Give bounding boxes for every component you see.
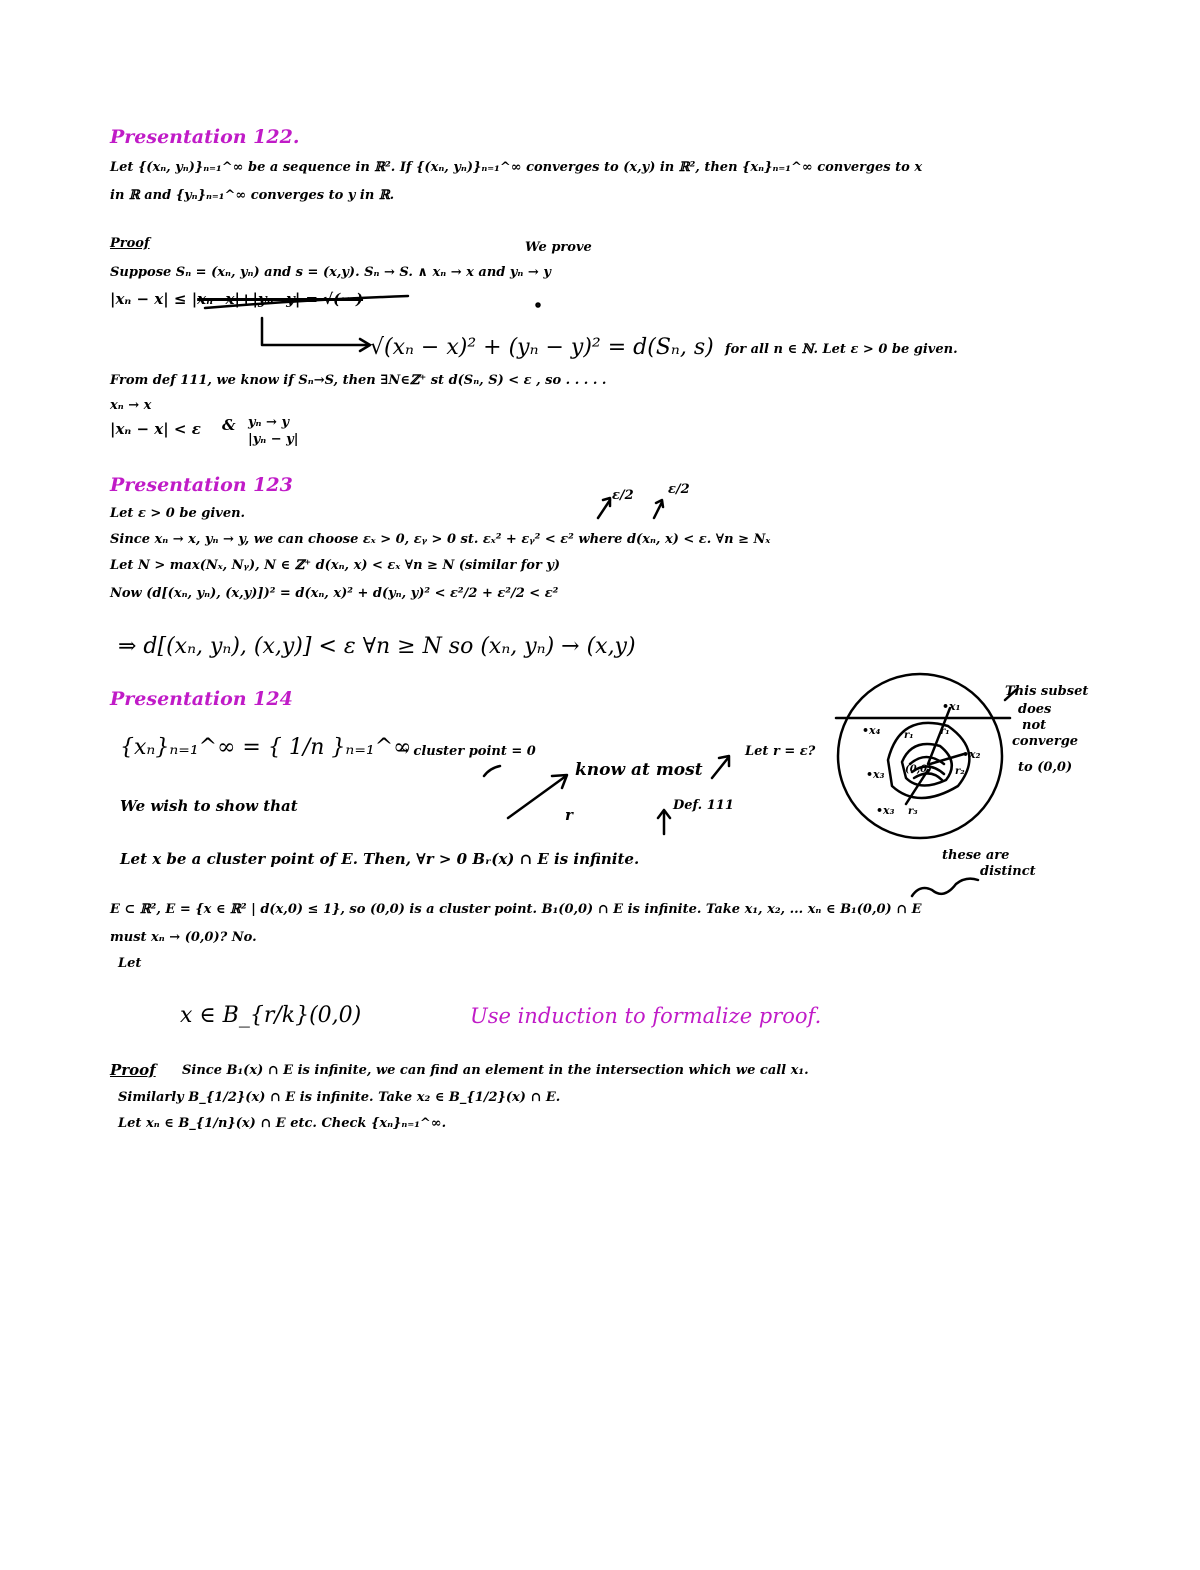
diagram-label-x4: •x₄ <box>862 724 881 737</box>
p122-yn-to-y: yₙ → y <box>248 415 290 430</box>
diagram-label-r1a: r₁ <box>904 730 914 741</box>
distinct-note: distinct <box>980 864 1036 879</box>
eps-arrow-a <box>598 500 610 518</box>
p122-abs-struck: xₙ−x|+|yₙ−y| = √(···) <box>197 290 364 308</box>
p124-line-must: must xₙ → (0,0)? No. <box>110 930 257 945</box>
diagram-label-origin: (0,0) <box>905 764 932 775</box>
subset-note-5: to (0,0) <box>1018 760 1073 775</box>
p124-r-label: r <box>565 806 573 824</box>
p124-cluster: → cluster point = 0 <box>398 744 536 759</box>
p123-frac-eps2-b: ε/2 <box>668 482 690 497</box>
p124-we-wish: We wish to show that <box>120 797 298 815</box>
diagram-label-x2: •x₂ <box>962 748 981 761</box>
p124-proof-line2: Similarly B_{1/2}(x) ∩ E is infinite. Take x₂ ∈ B_{1/2}(x) ∩ E. <box>118 1090 561 1105</box>
p122-statement-line2: in ℝ and {yₙ}ₙ₌₁^∞ converges to y in ℝ. <box>110 188 395 203</box>
p122-abs-lt: |xₙ − x| < ε <box>110 420 201 438</box>
presentation-122-title: Presentation 122. <box>110 126 300 148</box>
radius-line-x1 <box>928 708 950 764</box>
these-are-note: these are <box>942 848 1010 863</box>
subset-note-1: This subset <box>1005 684 1089 699</box>
p122-xn-to-x: xₙ → x <box>110 398 152 413</box>
presentation-124-title: Presentation 124 <box>110 688 293 710</box>
p124-proof-line1: Since B₁(x) ∩ E is infinite, we can find an element in the intersection which we call x₁. <box>182 1063 809 1078</box>
arrow-to-know <box>508 776 566 818</box>
bracket-arrow <box>262 318 368 345</box>
p122-and: & <box>222 416 236 434</box>
p124-let-r: Let r = ε? <box>745 744 816 759</box>
ink-dot <box>537 304 540 307</box>
diagram-label-r2: r₂ <box>955 766 965 777</box>
diagram-label-x3a: •x₃ <box>866 768 885 781</box>
p123-line-since: Since xₙ → x, yₙ → y, we can choose εₓ > 0, εᵧ > 0 st. εₓ² + εᵧ² < ε² where d(xₙ, x) < ε. ∀n ≥ Nₓ <box>110 532 771 547</box>
p122-statement-line1: Let {(xₙ, yₙ)}ₙ₌₁^∞ be a sequence in ℝ². If {(xₙ, yₙ)}ₙ₌₁^∞ converges to (x,y) in ℝ², then {xₙ}ₙ₌₁^∞ converges to x <box>110 160 923 175</box>
diagram-label-r1b: r₁ <box>940 726 950 737</box>
p122-proof-label: Proof <box>110 236 150 251</box>
p124-line-e-subset: E ⊂ ℝ², E = {x ∈ ℝ² | d(x,0) ≤ 1}, so (0,0) is a cluster point. B₁(0,0) ∩ E is infinite. Take x₁, x₂, ... xₙ ∈ B₁(0,0) ∩ E <box>110 902 922 917</box>
subset-arrow <box>1005 690 1016 700</box>
eps-arrow-b <box>654 502 662 518</box>
p124-seq-line: {xₙ}ₙ₌₁^∞ = { 1/n }ₙ₌₁^∞ <box>120 735 412 760</box>
p122-line-sqrt-tail: for all n ∈ ℕ. Let ε > 0 be given. <box>725 342 958 357</box>
strike-scribble <box>205 296 408 308</box>
p124-line-let: Let <box>118 956 142 971</box>
p124-proof-label: Proof <box>110 1061 156 1079</box>
p124-proof-line3: Let xₙ ∈ B_{1/n}(x) ∩ E etc. Check {xₙ}ₙ₌₁^∞. <box>118 1116 447 1131</box>
p122-note-we-prove: We prove <box>525 240 592 255</box>
p122-line-suppose: Suppose Sₙ = (xₙ, yₙ) and s = (x,y). Sₙ → S. ∧ xₙ → x and yₙ → y <box>110 265 551 280</box>
p124-def111: Def. 111 <box>673 798 734 813</box>
p123-frac-eps2-a: ε/2 <box>612 488 634 503</box>
p123-line-let-n: Let N > max(Nₓ, Nᵧ), N ∈ ℤ⁺ d(xₙ, x) < εₓ ∀n ≥ N (similar for y) <box>110 558 561 573</box>
p124-x-in-ball: x ∈ B_{r/k}(0,0) <box>180 1003 362 1028</box>
p123-line-conclusion: ⇒ d[(xₙ, yₙ), (x,y)] < ε ∀n ≥ N so (xₙ, yₙ) → (x,y) <box>118 634 636 659</box>
diagram-label-r3: r₃ <box>908 806 918 817</box>
p122-line-from-def: From def 111, we know if Sₙ→S, then ∃N∈ℤ⁺ st d(Sₙ, S) < ε , so . . . . . <box>110 373 607 388</box>
p124-use-induction: Use induction to formalize proof. <box>470 1004 822 1028</box>
distinct-brace <box>912 879 978 896</box>
arrow-to-let-r <box>712 758 728 778</box>
p124-let-x-cluster: Let x be a cluster point of E. Then, ∀r > 0 Bᵣ(x) ∩ E is infinite. <box>120 850 640 868</box>
p123-line-now: Now (d[(xₙ, yₙ), (x,y)])² = d(xₙ, x)² + d(yₙ, y)² < ε²/2 + ε²/2 < ε² <box>110 586 559 601</box>
subset-note-4: converge <box>1012 734 1079 749</box>
p124-know-at-most: know at most <box>575 760 703 780</box>
presentation-123-title: Presentation 123 <box>110 474 293 496</box>
subset-note-2: does <box>1018 702 1052 717</box>
diagram-label-x3b: •x₃ <box>876 804 895 817</box>
p122-line-sqrt: √(xₙ − x)² + (yₙ − y)² = d(Sₙ, s) <box>370 335 714 360</box>
p122-abs-y: |yₙ − y| <box>248 432 299 447</box>
subset-note-3: not <box>1022 718 1047 733</box>
p122-abs-left: |xₙ − x| ≤ | <box>110 290 198 308</box>
big-circle <box>838 674 1002 838</box>
p123-line-let: Let ε > 0 be given. <box>110 506 246 521</box>
arrow-cluster-tick <box>484 766 500 776</box>
diagram-label-x1: •x₁ <box>942 700 961 713</box>
